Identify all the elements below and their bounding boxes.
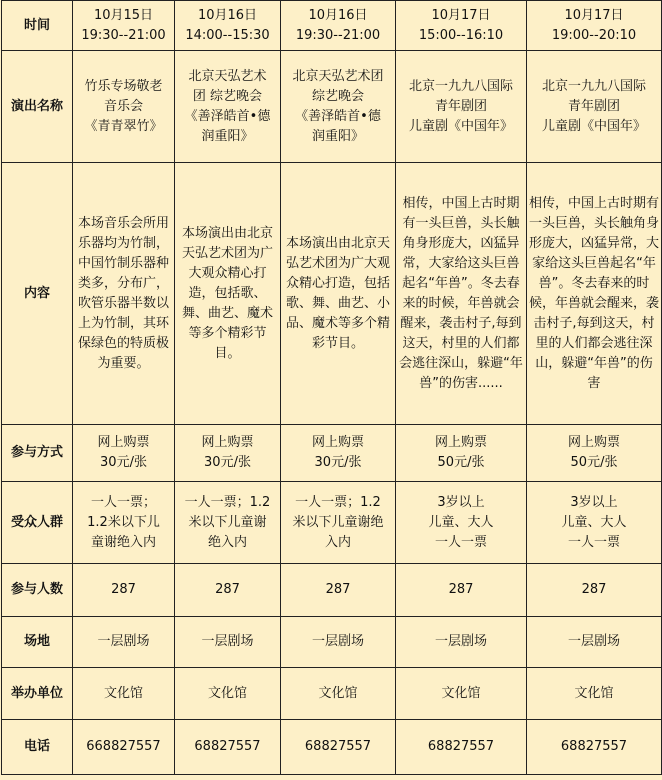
name-line: 竹乐专场敬老 [84,78,163,94]
row-organizer [2,668,662,720]
venue-cell: 一层剧场 [396,617,527,668]
name-line: 《青青翠竹》 [84,118,163,134]
row-content [2,163,662,425]
method-cell [281,425,396,482]
phone-cell: 668827557 [73,720,175,775]
audience-line: 儿童、大人 [561,514,627,530]
content-cell: 相传，中国上古时期有一头巨兽，头长触角身形庞大，凶猛异常，大家给这头巨兽起名“年兽”。冬去春来的时候，年兽就会醒来，袭击村子,每到这天，村里的人们都会逃往深山，躲避“年兽”的伤害 [527,163,662,425]
price-line: 30元/张 [100,455,147,470]
name-line: 北京一九九八国际 [541,78,646,94]
method-line: 网上购票 [311,435,364,450]
venue-cell: 一层剧场 [73,617,175,668]
time-range-text: 19:30--21:00 [295,27,381,43]
audience-line: 一人一票；1.2 [295,494,381,510]
phone-cell: 68827557 [527,720,662,775]
name-line: 青年剧团 [434,98,487,114]
method-cell [175,425,281,482]
audience-line: 3岁以上 [570,494,618,510]
row-method [2,425,662,482]
audience-line: 米以下儿童谢绝 [292,514,384,530]
name-line: 北京天弘艺术团 [292,68,384,84]
audience-line: 3岁以上 [437,494,485,510]
venue-cell: 一层剧场 [175,617,281,668]
audience-line: 一人一票 [567,534,620,550]
name-line: 北京天弘艺术 [188,68,267,84]
content-cell: 本场演出由北京天弘艺术团为广大观众精心打造，包括歌、舞、曲艺、小品、魔术等多个精彩节目。 [281,163,396,425]
name-cell [527,51,662,163]
name-cell [175,51,281,163]
organizer-cell: 文化馆 [281,668,396,720]
name-line: 北京一九九八国际 [408,78,513,94]
method-line: 网上购票 [434,435,487,450]
phone-cell: 68827557 [281,720,396,775]
row-label-method: 参与方式 [2,425,73,482]
audience-cell [396,482,527,564]
organizer-cell: 文化馆 [396,668,527,720]
name-line: 润重阳》 [201,128,254,144]
row-audience [2,482,662,564]
count-cell: 287 [175,564,281,617]
audience-line: 1.2米以下儿 [87,514,160,530]
method-cell [527,425,662,482]
name-line: 音乐会 [103,98,143,114]
audience-cell [73,482,175,564]
row-phone [2,720,662,775]
performance-schedule-table [1,0,662,775]
audience-line: 绝入内 [207,534,247,550]
time-cell [281,1,396,51]
name-line: 青年剧团 [567,98,620,114]
price-line: 50元/张 [570,455,618,470]
count-cell: 287 [527,564,662,617]
date-text: 10月17日 [564,7,624,23]
row-name [2,51,662,163]
count-cell: 287 [73,564,175,617]
organizer-cell: 文化馆 [175,668,281,720]
date-text: 10月16日 [308,7,368,23]
name-line: 《善泽皓首•德 [295,108,381,124]
name-line: 润重阳》 [311,128,364,144]
phone-cell: 68827557 [396,720,527,775]
audience-cell [281,482,396,564]
row-label-phone: 电话 [2,720,73,775]
row-label-audience: 受众人群 [2,482,73,564]
audience-line: 一人一票； [90,494,156,510]
name-line: 团 综艺晚会 [192,88,263,104]
time-cell [73,1,175,51]
name-line: 综艺晚会 [311,88,364,104]
row-label-content: 内容 [2,163,73,425]
time-range-text: 19:30--21:00 [81,27,166,43]
method-cell [73,425,175,482]
audience-line: 一人一票；1.2 [184,494,271,510]
name-line: 儿童剧《中国年》 [541,118,646,134]
name-cell [281,51,396,163]
venue-cell: 一层剧场 [281,617,396,668]
date-text: 10月17日 [431,7,491,23]
row-time [2,1,662,51]
content-cell: 本场音乐会所用乐器均为竹制，中国竹制乐器种类多，分布广，吹管乐器半数以上为竹制，其环保绿色的特质极为重要。 [73,163,175,425]
date-text: 10月16日 [197,7,258,23]
row-label-name: 演出名称 [2,51,73,163]
content-cell: 本场演出由北京天弘艺术团为广大观众精心打造，包括歌、舞、曲艺、魔术等多个精彩节目。 [175,163,281,425]
row-venue [2,617,662,668]
name-cell [73,51,175,163]
method-line: 网上购票 [201,435,254,450]
audience-line: 童谢绝入内 [90,534,156,550]
phone-cell: 68827557 [175,720,281,775]
organizer-cell: 文化馆 [527,668,662,720]
audience-cell [527,482,662,564]
content-cell: 相传，中国上古时期有一头巨兽，头长触角身形庞大，凶猛异常，大家给这头巨兽起名“年兽”。冬去春来的时候，年兽就会醒来，袭击村子,每到这天，村里的人们都会逃往深山，躲避“年兽”的伤害...... [396,163,527,425]
time-range-text: 15:00--16:10 [418,27,504,43]
name-line: 儿童剧《中国年》 [408,118,513,134]
date-text: 10月15日 [93,7,154,23]
audience-line: 入内 [324,534,351,550]
row-label-venue: 场地 [2,617,73,668]
name-line: 《善泽皓首•德 [184,108,271,124]
price-line: 30元/张 [204,455,251,470]
time-cell [175,1,281,51]
row-label-count: 参与人数 [2,564,73,617]
time-range-text: 14:00--15:30 [185,27,270,43]
method-cell [396,425,527,482]
name-cell [396,51,527,163]
count-cell: 287 [396,564,527,617]
venue-cell: 一层剧场 [527,617,662,668]
audience-line: 一人一票 [434,534,487,550]
audience-line: 米以下儿童谢 [188,514,267,530]
time-cell [396,1,527,51]
time-range-text: 19:00--20:10 [551,27,637,43]
row-label-organizer: 举办单位 [2,668,73,720]
audience-cell [175,482,281,564]
audience-line: 儿童、大人 [428,514,494,530]
count-cell: 287 [281,564,396,617]
row-label-time: 时间 [2,1,73,51]
time-cell [527,1,662,51]
price-line: 50元/张 [437,455,485,470]
method-line: 网上购票 [567,435,620,450]
organizer-cell: 文化馆 [73,668,175,720]
row-count [2,564,662,617]
method-line: 网上购票 [97,435,150,450]
price-line: 30元/张 [314,455,362,470]
